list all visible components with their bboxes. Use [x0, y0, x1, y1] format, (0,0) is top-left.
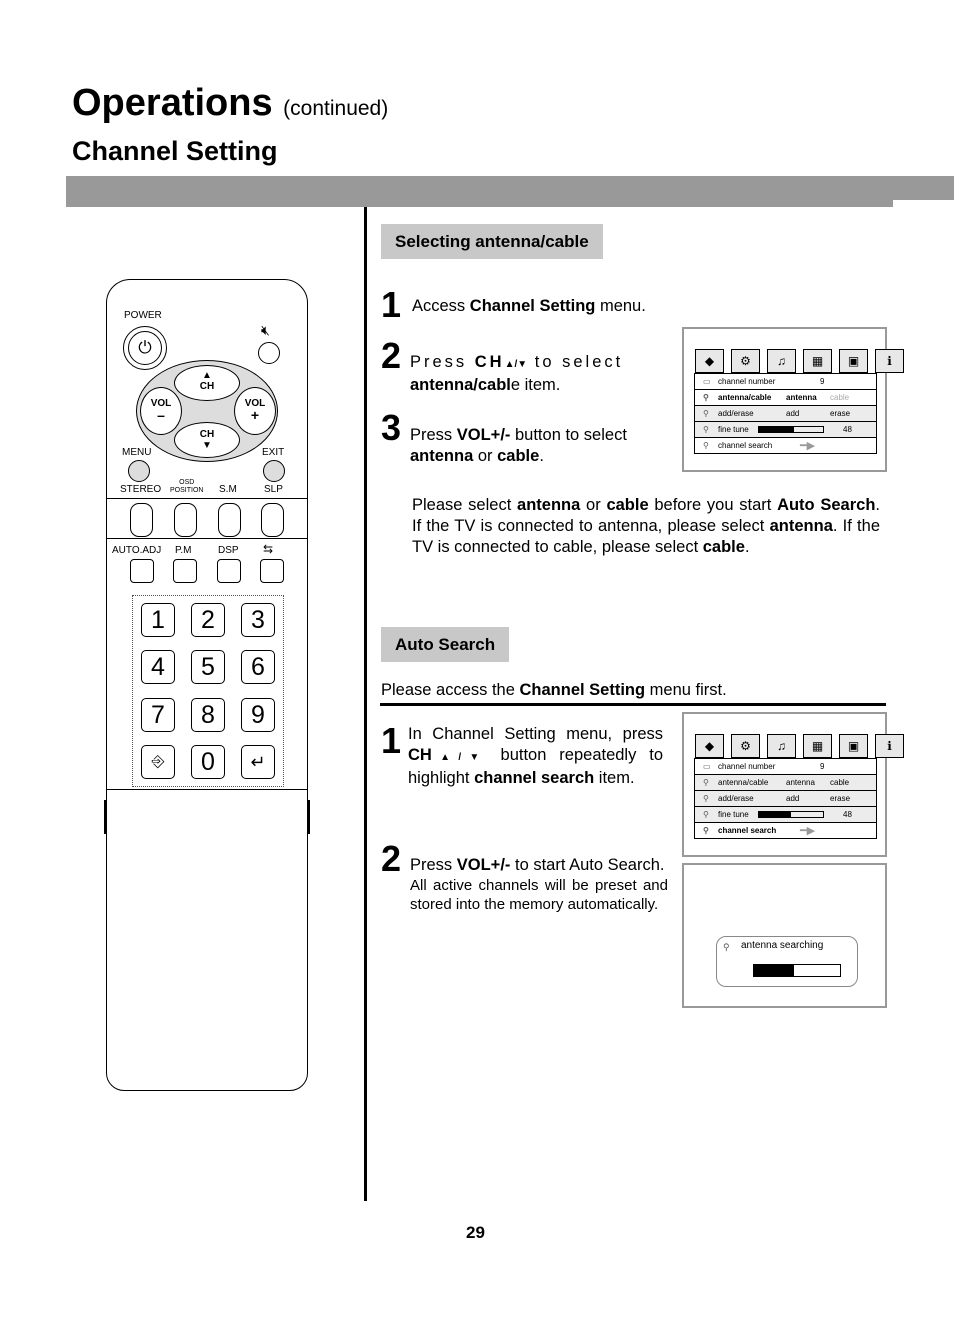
step-detail: All active channels will be preset and stored into the memory automatically. — [410, 877, 668, 913]
stereo-button[interactable] — [130, 503, 153, 537]
osd-row-channel-number[interactable] — [695, 759, 876, 774]
input-icon: ⎆ — [151, 753, 165, 770]
remote-divider-3 — [107, 789, 307, 790]
slp-button[interactable] — [261, 503, 284, 537]
osd-screen-3 — [682, 863, 887, 1008]
search-icon: ⚲ — [723, 942, 730, 952]
mute-icon: 🔇︎ — [261, 322, 270, 338]
vol-down-label: VOL — [150, 398, 172, 409]
text-bold: CH — [408, 746, 432, 764]
tv-icon: ▭ — [703, 377, 711, 386]
text-bold: Auto Search — [777, 496, 876, 514]
osd-value: antenna — [786, 393, 817, 402]
text: In Channel Setting menu, press — [408, 725, 663, 743]
text: to select — [527, 353, 624, 371]
text: before you start — [648, 496, 778, 514]
osd-row-add-erase[interactable] — [695, 790, 876, 806]
key-4[interactable]: 4 — [141, 650, 175, 684]
key-9[interactable]: 9 — [241, 698, 275, 732]
step-line — [410, 352, 664, 375]
remote-control — [106, 279, 308, 1091]
ch-up-button[interactable] — [174, 365, 240, 401]
text: . If the TV is connected to antenna, please select — [412, 496, 880, 535]
text-bold: cable — [606, 496, 649, 514]
osd-row-antenna-cable[interactable] — [695, 774, 876, 790]
text-bold: VOL+/- — [456, 856, 511, 874]
text: or — [473, 447, 498, 465]
arrow-right-icon: ━▶ — [800, 825, 816, 837]
text: Press — [410, 426, 457, 444]
text-bold: Channel Setting — [519, 681, 646, 699]
step-number: 2 — [381, 335, 402, 376]
step-text — [412, 296, 646, 317]
osd-menu-2 — [694, 758, 877, 839]
input-source-button[interactable] — [141, 745, 175, 779]
arrows-icon: ▲/▼ — [504, 359, 528, 370]
exit-label: EXIT — [262, 447, 285, 458]
page-number: 29 — [466, 1223, 485, 1242]
osd-row-fine-tune[interactable] — [695, 421, 876, 437]
osd-screen-2 — [682, 712, 892, 857]
text: menu first. — [645, 681, 727, 699]
ch-down-button[interactable] — [174, 422, 240, 458]
text: . If the TV is connected to cable, please select — [412, 517, 880, 556]
step-text — [410, 352, 664, 396]
function-icon: ▣ — [839, 734, 868, 758]
osd-label: channel number — [718, 762, 776, 771]
osd-icon-bar — [695, 349, 911, 373]
text: Press — [410, 353, 475, 371]
text: . — [744, 538, 750, 556]
text-bold: antenna — [769, 517, 833, 535]
fine-tune-bar — [758, 426, 824, 433]
search-icon: ⚲ — [703, 778, 709, 787]
osd-value: 9 — [820, 377, 825, 386]
picture-icon: ◆ — [695, 349, 724, 373]
step-text — [410, 425, 664, 467]
function-icon: ▣ — [839, 349, 868, 373]
section-heading-antenna: Selecting antenna/cable — [381, 224, 603, 259]
step-number: 2 — [381, 838, 402, 879]
osd-row-channel-search[interactable] — [695, 437, 876, 453]
search-icon: ⚲ — [703, 409, 709, 418]
osd-value: add — [786, 794, 800, 803]
info-icon: ℹ — [875, 734, 904, 758]
osd-position-button[interactable] — [174, 503, 197, 537]
note-paragraph — [412, 495, 880, 558]
arrow-right-icon: ━▶ — [800, 440, 816, 452]
osd-row-channel-search[interactable] — [695, 822, 876, 838]
osd-value: antenna — [786, 778, 815, 787]
minus-icon: – — [157, 407, 165, 423]
search-label: antenna searching — [741, 940, 824, 951]
fine-tune-fill — [759, 427, 794, 432]
key-5[interactable]: 5 — [191, 650, 225, 684]
search-icon: ⚲ — [703, 826, 709, 835]
step-text — [410, 855, 668, 914]
header-band — [66, 176, 954, 207]
osd-value: 9 — [820, 762, 825, 771]
osd-label: fine tune — [718, 810, 749, 819]
fine-tune-bar — [758, 811, 824, 818]
text-bold: CH — [474, 353, 505, 371]
step-number: 3 — [381, 407, 402, 448]
power-icon: ⏻ — [128, 331, 162, 365]
channel-icon: ▦ — [803, 734, 832, 758]
auto-search-intro — [381, 680, 727, 701]
pm-button[interactable] — [173, 559, 197, 583]
osd-row-add-erase[interactable] — [695, 405, 876, 421]
osd-label: fine tune — [718, 425, 749, 434]
pm-label: P.M — [175, 545, 192, 556]
osd-value-alt: erase — [830, 794, 851, 803]
horizontal-rule — [380, 703, 886, 706]
menu-button[interactable] — [128, 460, 150, 482]
osd-position-line1: OSD — [179, 479, 195, 486]
osd-value-alt: cable — [830, 393, 850, 402]
arrows-icon: ▲/▼ — [431, 752, 488, 763]
osd-label: antenna/cable — [718, 778, 769, 787]
column-divider — [364, 207, 367, 1201]
remote-side-right — [307, 800, 310, 834]
step-number: 1 — [381, 284, 402, 325]
power-label: POWER — [124, 310, 162, 321]
osd-value: add — [786, 409, 800, 418]
step-text — [408, 724, 663, 789]
key-6[interactable]: 6 — [241, 650, 275, 684]
ch-up-label: CH — [199, 381, 215, 392]
stereo-label: STEREO — [120, 484, 162, 495]
menu-label: MENU — [122, 447, 152, 458]
osd-value-alt: erase — [830, 409, 851, 418]
osd-icon-bar — [695, 734, 911, 758]
sm-button[interactable] — [218, 503, 241, 537]
info-icon: ℹ — [875, 349, 904, 373]
text-bold: antenna — [410, 447, 474, 465]
text: Press — [410, 856, 457, 874]
text: button repeatedly to highlight — [408, 746, 663, 787]
text-bold: VOL+/- — [456, 426, 511, 444]
key-7[interactable]: 7 — [141, 698, 175, 732]
swap-icon: ⇆ — [263, 542, 274, 556]
channel-icon: ▦ — [803, 349, 832, 373]
search-icon: ⚲ — [703, 441, 709, 450]
osd-label: antenna/cable — [718, 393, 772, 402]
osd-position-label — [170, 479, 203, 495]
text: . — [539, 447, 544, 465]
osd-value: 48 — [843, 810, 852, 819]
osd-row-channel-number[interactable] — [695, 374, 876, 389]
text-bold: antenna/cabl — [410, 376, 511, 394]
osd-label: channel number — [718, 377, 776, 386]
auto-adj-label: AUTO.ADJ — [112, 545, 162, 556]
setup-icon: ⚙ — [731, 349, 760, 373]
text-bold: cable — [497, 447, 540, 465]
title-main: Operations — [72, 82, 273, 124]
picture-icon: ◆ — [695, 734, 724, 758]
osd-position-line2: POSITION — [170, 487, 204, 494]
arrow-down-icon: ▼ — [202, 440, 212, 451]
text: item. — [594, 769, 635, 787]
ch-down-label: CH — [199, 429, 215, 440]
key-1[interactable]: 1 — [141, 603, 175, 637]
text: Please access the — [381, 681, 520, 699]
plus-icon: + — [250, 407, 260, 423]
text: e item. — [510, 376, 561, 394]
numpad — [132, 595, 284, 787]
search-progress-fill — [754, 965, 794, 976]
dsp-button[interactable] — [217, 559, 241, 583]
slp-label: SLP — [264, 484, 283, 495]
arrow-up-icon: ▲ — [202, 370, 212, 381]
osd-label: add/erase — [718, 794, 754, 803]
osd-label: channel search — [718, 441, 773, 450]
search-dialog — [716, 936, 858, 987]
search-progress-bar — [753, 964, 841, 977]
text-bold: channel search — [474, 769, 595, 787]
swap-button[interactable] — [260, 559, 284, 583]
vol-down-button[interactable] — [140, 387, 182, 435]
text: or — [580, 496, 607, 514]
section-title: Channel Setting — [72, 136, 278, 166]
osd-screen-1 — [682, 327, 892, 472]
page-title — [72, 82, 388, 125]
search-icon: ⚲ — [703, 425, 709, 434]
osd-label: channel search — [718, 826, 777, 835]
text: Access — [412, 297, 470, 315]
text: Please select — [412, 496, 518, 514]
remote-side-left — [104, 800, 107, 834]
text-bold: antenna — [517, 496, 581, 514]
search-icon: ⚲ — [703, 810, 709, 819]
key-2[interactable]: 2 — [191, 603, 225, 637]
osd-menu-1 — [694, 373, 877, 454]
title-suffix: (continued) — [283, 97, 389, 120]
exit-button[interactable] — [263, 460, 285, 482]
text-bold: cable — [702, 538, 745, 556]
sound-icon: ♫ — [767, 349, 796, 373]
remote-divider-2 — [107, 538, 307, 539]
remote-divider — [107, 498, 307, 499]
key-0[interactable]: 0 — [191, 745, 225, 779]
section-heading-auto-search: Auto Search — [381, 627, 509, 662]
sm-label: S.M — [219, 484, 237, 495]
text: to start Auto Search. — [510, 856, 665, 874]
osd-row-antenna-cable[interactable] — [695, 389, 876, 405]
text: button to select — [510, 426, 627, 444]
key-3[interactable]: 3 — [241, 603, 275, 637]
power-button[interactable] — [123, 326, 167, 370]
mute-button[interactable] — [258, 342, 280, 364]
sound-icon: ♫ — [767, 734, 796, 758]
dsp-label: DSP — [218, 545, 239, 556]
search-icon: ⚲ — [703, 393, 709, 402]
key-8[interactable]: 8 — [191, 698, 225, 732]
tv-icon: ▭ — [703, 762, 711, 771]
osd-row-fine-tune[interactable] — [695, 806, 876, 822]
auto-adj-button[interactable] — [130, 559, 154, 583]
fine-tune-fill — [759, 812, 791, 817]
osd-label: add/erase — [718, 409, 754, 418]
return-icon: ↵ — [250, 751, 266, 772]
search-icon: ⚲ — [703, 794, 709, 803]
step-number: 1 — [381, 720, 402, 761]
text-bold: Channel Setting — [469, 297, 596, 315]
vol-up-label: VOL — [244, 398, 266, 409]
osd-value: 48 — [843, 425, 852, 434]
text: menu. — [595, 297, 646, 315]
vol-up-button[interactable] — [234, 387, 276, 435]
dpad — [136, 360, 278, 462]
osd-value-alt: cable — [830, 778, 850, 787]
return-button[interactable] — [241, 745, 275, 779]
setup-icon: ⚙ — [731, 734, 760, 758]
band-notch — [893, 200, 954, 208]
